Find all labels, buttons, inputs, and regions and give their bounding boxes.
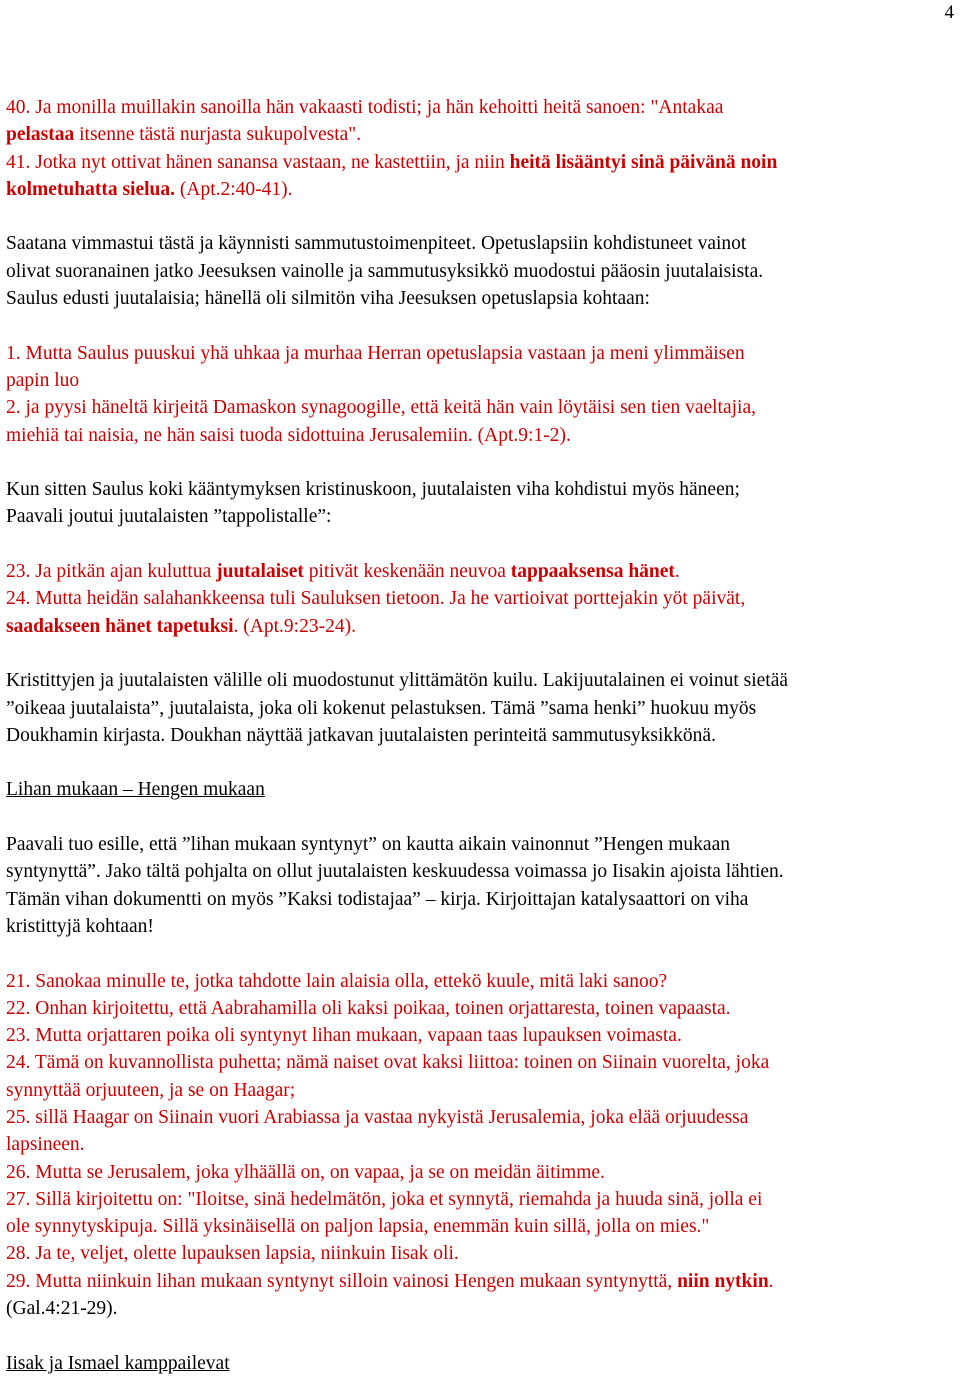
- text-line: [6, 995, 958, 1022]
- scripture-text: 41. Jotka nyt ottivat hänen sanansa vastaan, ne kastettiin, ja niin: [6, 151, 510, 173]
- paragraph-gap: [6, 640, 958, 667]
- scripture-text: ole synnytyskipuja. Sillä yksinäisellä on paljon lapsia, enemmän kuin sillä, jolla on mies.": [6, 1216, 710, 1238]
- text-line: [6, 258, 958, 285]
- text-line: [6, 613, 958, 640]
- text-line: [6, 94, 958, 121]
- text-line: [6, 422, 958, 449]
- scripture-text: 26. Mutta se Jerusalem, joka ylhäällä on, on vapaa, ja se on meidän äitimme.: [6, 1161, 605, 1183]
- scripture-text: synnyttää orjuuteen, ja se on Haagar;: [6, 1079, 296, 1101]
- text-line: [6, 695, 958, 722]
- paragraph: [6, 831, 958, 940]
- paragraph: [6, 340, 958, 449]
- scripture-text: 1. Mutta Saulus puuskui yhä uhkaa ja murhaa Herran opetuslapsia vastaan ja meni ylimmäisen: [6, 342, 745, 364]
- emphasized-scripture-text: niin nytkin: [677, 1270, 769, 1292]
- emphasized-scripture-text: juutalaiset: [216, 561, 304, 583]
- paragraph-gap: [6, 749, 958, 776]
- text-line: [6, 1104, 958, 1131]
- text-line: [6, 285, 958, 312]
- scripture-text: 24. Mutta heidän salahankkeensa tuli Sauluksen tietoon. Ja he vartioivat porttejakin yöt päivät,: [6, 588, 746, 610]
- section-heading: Iisak ja Ismael kamppailevat: [6, 1352, 230, 1374]
- scripture-text: 23. Ja pitkän ajan kuluttua: [6, 561, 217, 583]
- text-line: [6, 1022, 958, 1049]
- paragraph-gap: [6, 449, 958, 476]
- scripture-text: 21. Sanokaa minulle te, jotka tahdotte lain alaisia olla, ettekö kuule, mitä laki sanoo?: [6, 970, 668, 992]
- scripture-text: 24. Tämä on kuvannollista puhetta; nämä naiset ovat kaksi liittoa: toinen on Siinain vuorelta, joka: [6, 1052, 770, 1074]
- document-body: [6, 94, 958, 1377]
- body-text: Kristittyjen ja juutalaisten välille oli muodostunut ylittämätön kuilu. Lakijuutalainen ei voinut sietää: [6, 670, 789, 692]
- scripture-text: .: [674, 561, 680, 583]
- text-line: [6, 667, 958, 694]
- text-line: [6, 558, 958, 585]
- body-text: kristittyjä kohtaan!: [6, 915, 154, 937]
- body-text: Kun sitten Saulus koki kääntymyksen kristinuskoon, juutalaisten viha kohdistui myös häneen;: [6, 479, 740, 501]
- paragraph-gap: [6, 940, 958, 967]
- paragraph-gap: [6, 531, 958, 558]
- text-line: [6, 476, 958, 503]
- body-text: (Gal.4:21-29).: [6, 1298, 118, 1320]
- text-line: [6, 1049, 958, 1076]
- text-line: [6, 585, 958, 612]
- text-line: [6, 968, 958, 995]
- text-line: [6, 858, 958, 885]
- emphasized-scripture-text: tappaaksensa hänet: [510, 561, 675, 583]
- text-line: [6, 1213, 958, 1240]
- emphasized-scripture-text: kolmetuhatta sielua.: [6, 178, 176, 200]
- paragraph-gap: [6, 1322, 958, 1349]
- body-text: Paavali tuo esille, että ”lihan mukaan syntynyt” on kautta aikain vainonnut ”Hengen mukaan: [6, 834, 730, 856]
- text-line: [6, 230, 958, 257]
- body-text: ”oikeaa juutalaista”, juutalaista, joka oli kokenut pelastuksen. Tämä ”sama henki” huokuu myös: [6, 697, 757, 719]
- text-line: [6, 913, 958, 940]
- body-text: Saulus edusti juutalaisia; hänellä oli silmitön viha Jeesuksen opetuslapsia kohtaan:: [6, 288, 650, 310]
- body-text: Tämän vihan dokumentti on myös ”Kaksi todistajaa” – kirja. Kirjoittajan katalysaattori on viha: [6, 888, 749, 910]
- text-line: [6, 1240, 958, 1267]
- text-line: [6, 1131, 958, 1158]
- scripture-text: 22. Onhan kirjoitettu, että Aabrahamilla oli kaksi poikaa, toinen orjattaresta, toinen vapaasta.: [6, 997, 731, 1019]
- emphasized-scripture-text: pelastaa: [6, 124, 75, 146]
- emphasized-scripture-text: saadakseen hänet tapetuksi: [6, 615, 234, 637]
- section-heading: Lihan mukaan – Hengen mukaan: [6, 779, 265, 801]
- paragraph: [6, 968, 958, 1323]
- paragraph: [6, 230, 958, 312]
- paragraph: [6, 476, 958, 531]
- text-line: [6, 394, 958, 421]
- scripture-text: (Apt.2:40-41).: [175, 178, 293, 200]
- text-line: [6, 831, 958, 858]
- scripture-text: lapsineen.: [6, 1134, 85, 1156]
- scripture-text: 23. Mutta orjattaren poika oli syntynyt lihan mukaan, vapaan taas lupauksen voimasta.: [6, 1025, 682, 1047]
- body-text: Saatana vimmastui tästä ja käynnisti sammutustoimenpiteet. Opetuslapsiin kohdistuneet vainot: [6, 233, 747, 255]
- body-text: olivat suoranainen jatko Jeesuksen vainolle ja sammutusyksikkö muodostui pääosin juutalaisista.: [6, 260, 764, 282]
- text-line: [6, 121, 958, 148]
- text-line: [6, 1159, 958, 1186]
- paragraph: [6, 558, 958, 640]
- scripture-text: pitivät keskenään neuvoa: [303, 561, 511, 583]
- text-line: [6, 1295, 958, 1322]
- text-line: [6, 367, 958, 394]
- text-line: [6, 886, 958, 913]
- scripture-text: papin luo: [6, 369, 80, 391]
- scripture-text: 27. Sillä kirjoitettu on: "Iloitse, sinä hedelmätön, joka et synnytä, riemahda ja huuda sinä, jolla ei: [6, 1188, 763, 1210]
- text-line: [6, 176, 958, 203]
- page-number: 4: [944, 2, 954, 23]
- paragraph: [6, 94, 958, 203]
- body-text: syntynyttä”. Jako tältä pohjalta on ollut juutalaisten keskuudessa voimassa jo Iisakin ajoista lähtien.: [6, 861, 784, 883]
- scripture-text: .: [768, 1270, 774, 1292]
- scripture-text: 25. sillä Haagar on Siinain vuori Arabiassa ja vastaa nykyistä Jerusalemia, joka elää orjuudessa: [6, 1106, 749, 1128]
- scripture-text: . (Apt.9:23-24).: [233, 615, 356, 637]
- body-text: Paavali joutui juutalaisten ”tappolistalle”:: [6, 506, 332, 528]
- text-line: [6, 340, 958, 367]
- text-line: [6, 503, 958, 530]
- scripture-text: 29. Mutta niinkuin lihan mukaan syntynyt silloin vainosi Hengen mukaan syntynyttä,: [6, 1270, 678, 1292]
- text-line: [6, 149, 958, 176]
- scripture-text: 40. Ja monilla muillakin sanoilla hän vakaasti todisti; ja hän kehoitti heitä sanoen: "Antakaa: [6, 97, 724, 118]
- paragraph: [6, 667, 958, 749]
- scripture-text: 2. ja pyysi häneltä kirjeitä Damaskon synagoogille, että keitä hän vain löytäisi sen tien vaeltajia,: [6, 397, 756, 419]
- emphasized-scripture-text: heitä lisääntyi sinä päivänä noin: [509, 151, 778, 173]
- paragraph-gap: [6, 203, 958, 230]
- text-line: [6, 1077, 958, 1104]
- scripture-text: miehiä tai naisia, ne hän saisi tuoda sidottuina Jerusalemiin. (Apt.9:1-2).: [6, 424, 571, 446]
- paragraph-gap: [6, 312, 958, 339]
- text-line: [6, 1268, 958, 1295]
- text-line: [6, 722, 958, 749]
- scripture-text: 28. Ja te, veljet, olette lupauksen lapsia, niinkuin Iisak oli.: [6, 1243, 459, 1265]
- text-line: [6, 1186, 958, 1213]
- paragraph-gap: [6, 804, 958, 831]
- scripture-text: itsenne tästä nurjasta sukupolvesta".: [74, 124, 362, 146]
- body-text: Doukhamin kirjasta. Doukhan näyttää jatkavan juutalaisten perinteitä sammutusyksikkönä.: [6, 724, 716, 746]
